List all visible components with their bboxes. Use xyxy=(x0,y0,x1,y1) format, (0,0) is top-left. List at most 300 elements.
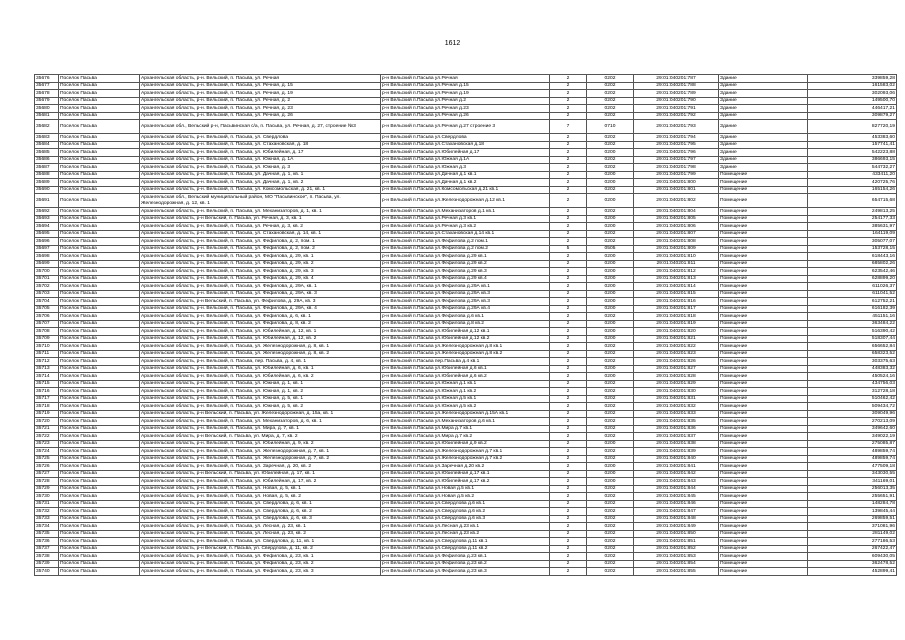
function-code-cell: 0202 xyxy=(587,448,634,456)
table-row xyxy=(35,358,897,366)
table-row xyxy=(35,245,897,253)
settlement-name-cell: Поселок Пасьва xyxy=(59,343,140,351)
row-id-cell: 35738 xyxy=(35,553,59,561)
cadastral-number-cell: 29:01:040201:795 xyxy=(634,141,719,149)
table-row xyxy=(35,215,897,223)
settlement-name-cell: Поселок Пасьва xyxy=(59,403,140,411)
object-type-cell: Помещение xyxy=(719,530,808,538)
settlement-name-cell: Поселок Пасьва xyxy=(59,156,140,164)
table-row xyxy=(35,373,897,381)
address-cell: Архангельская область, р-н. Вельский, п. Пасьва, ул. Фефилова, д. 2, пом. 1 xyxy=(140,238,381,246)
function-code-cell: 0200 xyxy=(587,335,634,343)
row-id-cell: 35721 xyxy=(35,425,59,433)
cadastral-value-cell: 542223,88 xyxy=(808,149,897,157)
row-id-cell: 35685 xyxy=(35,149,59,157)
table-row xyxy=(35,186,897,194)
cadastral-value-cell: 544732,27 xyxy=(808,164,897,172)
row-id-cell: 35690 xyxy=(35,186,59,194)
row-id-cell: 35723 xyxy=(35,440,59,448)
group-number-cell: 2 xyxy=(550,365,587,373)
location-cell: р-н Вельский п.Пасьва ул.Речная д.23 xyxy=(381,105,550,113)
cadastral-value-cell: 448383,32 xyxy=(808,365,897,373)
table-row xyxy=(35,238,897,246)
cadastral-number-cell: 29:01:040201:854 xyxy=(634,560,719,568)
function-code-cell: 0200 xyxy=(587,268,634,276)
row-id-cell: 35704 xyxy=(35,298,59,306)
function-code-cell: 0202 xyxy=(587,112,634,120)
row-id-cell: 35715 xyxy=(35,380,59,388)
cadastral-number-cell: 29:01:040201:839 xyxy=(634,448,719,456)
cadastral-number-cell: 29:01:040201:802 xyxy=(634,194,719,208)
table-row xyxy=(35,425,897,433)
group-number-cell: 2 xyxy=(550,156,587,164)
table-row xyxy=(35,418,897,426)
address-cell: Архангельская область, р-н. Вельский, п. Пасьва, ул. Фефилова, д. 29А, кв. 1 xyxy=(140,283,381,291)
group-number-cell: 2 xyxy=(550,305,587,313)
object-type-cell: Помещение xyxy=(719,343,808,351)
settlement-name-cell: Поселок Пасьва xyxy=(59,82,140,90)
address-cell: Архангельская область, р-н. Вельский, п. Пасьва, ул. Южная, д. 5, кв. 1 xyxy=(140,395,381,403)
object-type-cell: Помещение xyxy=(719,230,808,238)
cadastral-number-cell: 29:01:040201:810 xyxy=(634,253,719,261)
function-code-cell: 0202 xyxy=(587,156,634,164)
table-row xyxy=(35,433,897,441)
location-cell: р-н Вельский п.Пасьва ул.Фефилова д.2 пом.1 xyxy=(381,238,550,246)
group-number-cell: 2 xyxy=(550,545,587,553)
cadastral-number-cell: 29:01:040201:831 xyxy=(634,395,719,403)
function-code-cell: 0202 xyxy=(587,90,634,98)
row-id-cell: 35689 xyxy=(35,179,59,187)
cadastral-number-cell: 29:01:040201:853 xyxy=(634,553,719,561)
address-cell: Архангельская область, р-н. Вельский, п. Пасьва, ул. Речная, д. 15 xyxy=(140,82,381,90)
cadastral-value-cell: 303375,63 xyxy=(808,358,897,366)
function-code-cell: 0200 xyxy=(587,290,634,298)
group-number-cell: 2 xyxy=(550,358,587,366)
row-id-cell: 35696 xyxy=(35,238,59,246)
row-id-cell: 35727 xyxy=(35,470,59,478)
function-code-cell: 0202 xyxy=(587,425,634,433)
group-number-cell: 7 xyxy=(550,120,587,134)
address-cell: Архангельская область, р-н. Вельский, п. Пасьва, ул. Механизаторов, д. 6, кв. 1 xyxy=(140,418,381,426)
row-id-cell: 35678 xyxy=(35,90,59,98)
cadastral-value-cell: 386693,15 xyxy=(808,156,897,164)
object-type-cell: Помещение xyxy=(719,223,808,231)
function-code-cell: 0200 xyxy=(587,215,634,223)
cadastral-value-cell: 656652,84 xyxy=(808,343,897,351)
location-cell: р-н Вельский п.Пасьва ул.Речная д.19 xyxy=(381,90,550,98)
table-row xyxy=(35,350,897,358)
address-cell: Архангельская область, р-н. Вельский, п. Пасьва, ул. Речная xyxy=(140,75,381,83)
location-cell: р-н Вельский п.Пасьва ул.Железнодорожная д.7 кв.2 xyxy=(381,455,550,463)
object-type-cell: Помещение xyxy=(719,335,808,343)
settlement-name-cell: Поселок Пасьва xyxy=(59,545,140,553)
address-cell: Архангельская область, р-н. Вельский, п. Пасьва, ул. Южная, д. 3 xyxy=(140,164,381,172)
cadastral-value-cell: 477509,18 xyxy=(808,463,897,471)
function-code-cell: 0202 xyxy=(587,568,634,576)
location-cell: р-н Вельский п.Пасьва ул.Железнодорожная д.15А кв.1 xyxy=(381,410,550,418)
function-code-cell: 0200 xyxy=(587,194,634,208)
row-id-cell: 35693 xyxy=(35,215,59,223)
settlement-name-cell: Поселок Пасьва xyxy=(59,164,140,172)
function-code-cell: 0200 xyxy=(587,305,634,313)
table-row xyxy=(35,268,897,276)
function-code-cell: 0200 xyxy=(587,320,634,328)
cadastral-value-cell: 161583,02 xyxy=(808,82,897,90)
cadastral-number-cell: 29:01:040201:820 xyxy=(634,328,719,336)
function-code-cell: 0200 xyxy=(587,470,634,478)
location-cell: р-н Вельский п.Пасьва ул.Юбилейная д.6 кв.1 xyxy=(381,365,550,373)
cadastral-number-cell: 29:01:040201:794 xyxy=(634,134,719,142)
function-code-cell: 0200 xyxy=(587,328,634,336)
cadastral-number-cell: 29:01:040201:804 xyxy=(634,208,719,216)
cadastral-number-cell: 29:01:040201:832 xyxy=(634,403,719,411)
settlement-name-cell: Поселок Пасьва xyxy=(59,448,140,456)
location-cell: р-н Вельский п.Пасьва ул.Свердлова xyxy=(381,134,550,142)
table-row xyxy=(35,230,897,238)
function-code-cell: 0202 xyxy=(587,455,634,463)
address-cell: Архангельская область, р-н. Вельский, п. Пасьва, ул. Речная, д. 2 xyxy=(140,97,381,105)
object-type-cell: Помещение xyxy=(719,283,808,291)
function-code-cell: 0202 xyxy=(587,388,634,396)
function-code-cell: 0200 xyxy=(587,179,634,187)
group-number-cell: 2 xyxy=(550,112,587,120)
address-cell: Архангельская область, р-н. Вельский, п. Пасьва, ул. Железнодорожная, д. 7, кв. 1 xyxy=(140,448,381,456)
object-type-cell: Помещение xyxy=(719,410,808,418)
row-id-cell: 35679 xyxy=(35,97,59,105)
group-number-cell: 2 xyxy=(550,335,587,343)
cadastral-value-cell: 281149,02 xyxy=(808,530,897,538)
group-number-cell: 2 xyxy=(550,290,587,298)
object-type-cell: Помещение xyxy=(719,515,808,523)
row-id-cell: 35700 xyxy=(35,268,59,276)
object-type-cell: Помещение xyxy=(719,208,808,216)
cadastral-number-cell: 29:01:040201:817 xyxy=(634,305,719,313)
table-row xyxy=(35,149,897,157)
object-type-cell: Помещение xyxy=(719,448,808,456)
table-row xyxy=(35,320,897,328)
function-code-cell: 0202 xyxy=(587,358,634,366)
cadastral-number-cell: 29:01:040201:841 xyxy=(634,463,719,471)
object-type-cell: Помещение xyxy=(719,171,808,179)
address-cell: Архангельская область, р-н. Вельский, п. Пасьва, ул. Новая, д. 5, кв. 2 xyxy=(140,493,381,501)
cadastral-number-cell: 29:01:040201:837 xyxy=(634,433,719,441)
cadastral-number-cell: 29:01:040201:797 xyxy=(634,156,719,164)
group-number-cell: 2 xyxy=(550,313,587,321)
settlement-name-cell: Поселок Пасьва xyxy=(59,75,140,83)
cadastral-value-cell: 363484,22 xyxy=(808,320,897,328)
cadastral-number-cell: 29:01:040201:793 xyxy=(634,120,719,134)
row-id-cell: 35688 xyxy=(35,171,59,179)
row-id-cell: 35737 xyxy=(35,545,59,553)
row-id-cell: 35739 xyxy=(35,560,59,568)
location-cell: р-н Вельский п.Пасьва ул.Речная д.27 строение 3 xyxy=(381,120,550,134)
address-cell: Архангельская область, р-н. Вельский, п. Пасьва, ул. Дачная, д. 1, кв. 2 xyxy=(140,179,381,187)
settlement-name-cell: Поселок Пасьва xyxy=(59,433,140,441)
object-type-cell: Помещение xyxy=(719,470,808,478)
address-cell: Архангельская область, р-н. Вельский, п. Пасьва, ул. Южная, д. 1А xyxy=(140,156,381,164)
object-type-cell: Помещение xyxy=(719,194,808,208)
settlement-name-cell: Поселок Пасьва xyxy=(59,515,140,523)
settlement-name-cell: Поселок Пасьва xyxy=(59,530,140,538)
function-code-cell: 0200 xyxy=(587,463,634,471)
address-cell: Архангельская область, р-н. Вельский, п. Пасьва, ул. Свердлова, д. 11, кв. 1 xyxy=(140,538,381,546)
address-cell: Архангельская область, р-н. Вельский, п. Пасьва, ул. Юбилейная, д. 17 xyxy=(140,149,381,157)
address-cell: Архангельская область, р-н. Вельский, п. Пасьва, ул. Речная, д. 26 xyxy=(140,112,381,120)
cadastral-value-cell: 434756,03 xyxy=(808,380,897,388)
table-row xyxy=(35,105,897,113)
settlement-name-cell: Поселок Пасьва xyxy=(59,493,140,501)
cadastral-number-cell: 29:01:040201:801 xyxy=(634,186,719,194)
location-cell: р-н Вельский п.Пасьва ул.Железнодорожная д.8 кв.1 xyxy=(381,343,550,351)
object-type-cell: Помещение xyxy=(719,268,808,276)
group-number-cell: 2 xyxy=(550,283,587,291)
object-type-cell: Помещение xyxy=(719,568,808,576)
cadastral-number-cell: 29:01:040201:791 xyxy=(634,105,719,113)
location-cell: р-н Вельский п.Пасьва ул.Юбилейная д.17 кв.1 xyxy=(381,470,550,478)
cadastral-number-cell: 29:01:040201:830 xyxy=(634,388,719,396)
cadastral-number-cell: 29:01:040201:789 xyxy=(634,90,719,98)
address-cell: Архангельская область, р-н. Вельский, п. Пасьва, ул. Юбилейная, д. 17, кв. 2 xyxy=(140,478,381,486)
cadastral-number-cell: 29:01:040201:792 xyxy=(634,112,719,120)
function-code-cell: 0202 xyxy=(587,82,634,90)
settlement-name-cell: Поселок Пасьва xyxy=(59,223,140,231)
cadastral-value-cell: 827720,19 xyxy=(808,120,897,134)
group-number-cell: 2 xyxy=(550,523,587,531)
row-id-cell: 35698 xyxy=(35,253,59,261)
location-cell: р-н Вельский п.Пасьва ул.Свердлова д.6 кв.2 xyxy=(381,508,550,516)
object-type-cell: Помещение xyxy=(719,538,808,546)
row-id-cell: 35695 xyxy=(35,230,59,238)
settlement-name-cell: Поселок Пасьва xyxy=(59,290,140,298)
cadastral-number-cell: 29:01:040201:800 xyxy=(634,179,719,187)
cadastral-value-cell: 420725,76 xyxy=(808,179,897,187)
cadastral-value-cell: 509434,72 xyxy=(808,403,897,411)
settlement-name-cell: Поселок Пасьва xyxy=(59,365,140,373)
cadastral-number-cell: 29:01:040201:847 xyxy=(634,508,719,516)
group-number-cell: 2 xyxy=(550,260,587,268)
function-code-cell: 0202 xyxy=(587,238,634,246)
table-row xyxy=(35,530,897,538)
row-id-cell: 35706 xyxy=(35,313,59,321)
table-row xyxy=(35,97,897,105)
settlement-name-cell: Поселок Пасьва xyxy=(59,90,140,98)
settlement-name-cell: Поселок Пасьва xyxy=(59,523,140,531)
row-id-cell: 35729 xyxy=(35,485,59,493)
cadastral-value-cell: 611026,37 xyxy=(808,283,897,291)
function-code-cell: 0202 xyxy=(587,553,634,561)
function-code-cell: 0202 xyxy=(587,523,634,531)
cadastral-value-cell: 349022,19 xyxy=(808,433,897,441)
address-cell: Архангельская область, р-н. Вельский, п. Пасьва, ул. Фефилова, д. 23, кв. 1 xyxy=(140,553,381,561)
group-number-cell: 2 xyxy=(550,538,587,546)
location-cell: р-н Вельский п.Пасьва ул.Новая д.5 кв.1 xyxy=(381,485,550,493)
cadastral-value-cell: 165154,26 xyxy=(808,186,897,194)
row-id-cell: 35722 xyxy=(35,433,59,441)
cadastral-number-cell: 29:01:040201:827 xyxy=(634,365,719,373)
location-cell: р-н Вельский п.Пасьва ул.Юбилейная д.17 кв.2 xyxy=(381,478,550,486)
location-cell: р-н Вельский п.Пасьва ул.Дачная д.1 кв.2 xyxy=(381,179,550,187)
location-cell: р-н Вельский п.Пасьва ул.Фефилова д.29А кв.1 xyxy=(381,283,550,291)
location-cell: р-н Вельский п.Пасьва ул.Речная д.15 xyxy=(381,82,550,90)
address-cell: Архангельская область, р-н. Вельский, п. Пасьва, ул. Фефилова, д. 29, кв. 2 xyxy=(140,260,381,268)
object-type-cell: Помещение xyxy=(719,350,808,358)
table-row xyxy=(35,290,897,298)
location-cell: р-н Вельский п.Пасьва пер.Пасьва д.4 кв.1 xyxy=(381,358,550,366)
table-row xyxy=(35,440,897,448)
cadastral-value-cell: 255651,91 xyxy=(808,493,897,501)
settlement-name-cell: Поселок Пасьва xyxy=(59,373,140,381)
function-code-cell: 0202 xyxy=(587,141,634,149)
settlement-name-cell: Поселок Пасьва xyxy=(59,455,140,463)
cadastral-value-cell: 489859,74 xyxy=(808,455,897,463)
group-number-cell: 2 xyxy=(550,418,587,426)
function-code-cell: 0200 xyxy=(587,171,634,179)
location-cell: р-н Вельский п.Пасьва ул.Фефилова д.29 кв.4 xyxy=(381,275,550,283)
function-code-cell: 0202 xyxy=(587,500,634,508)
settlement-name-cell: Поселок Пасьва xyxy=(59,380,140,388)
function-code-cell: 0200 xyxy=(587,478,634,486)
cadastral-value-cell: 164119,09 xyxy=(808,230,897,238)
function-code-cell: 0202 xyxy=(587,560,634,568)
function-code-cell: 0202 xyxy=(587,208,634,216)
location-cell: р-н Вельский п.Пасьва ул.Южная д.5 кв.2 xyxy=(381,403,550,411)
group-number-cell: 2 xyxy=(550,515,587,523)
function-code-cell: 0202 xyxy=(587,530,634,538)
object-type-cell: Помещение xyxy=(719,553,808,561)
table-row xyxy=(35,112,897,120)
address-cell: Архангельская область, р-н Вельский, п. Пасьва, ул. Железнодорожная, д. 15а, кв. 1 xyxy=(140,410,381,418)
location-cell: р-н Вельский п.Пасьва ул.Фефилова д.23 кв.1 xyxy=(381,553,550,561)
table-row xyxy=(35,171,897,179)
row-id-cell: 35711 xyxy=(35,350,59,358)
group-number-cell: 2 xyxy=(550,186,587,194)
address-cell: Архангельская область, р-н. Вельский, п. Пасьва, ул. Южная, д. 5, кв. 2 xyxy=(140,403,381,411)
cadastral-value-cell: 305077,07 xyxy=(808,238,897,246)
object-type-cell: Помещение xyxy=(719,440,808,448)
row-id-cell: 35691 xyxy=(35,194,59,208)
object-type-cell: Помещение xyxy=(719,328,808,336)
address-cell: Архангельская область, р-н. Вельский, п. Пасьва, ул. Речная, д. 19 xyxy=(140,90,381,98)
cadastral-value-cell: 451151,16 xyxy=(808,313,897,321)
location-cell: р-н Вельский п.Пасьва ул.Юбилейная д.17 xyxy=(381,149,550,157)
location-cell: р-н Вельский п.Пасьва ул.Речная д.3 кв.1 xyxy=(381,215,550,223)
group-number-cell: 2 xyxy=(550,90,587,98)
cadastral-value-cell: 341169,01 xyxy=(808,478,897,486)
address-cell: Архангельская область, р-н Вельский, п. Пасьва, ул. Речная, д. 3, кв. 1 xyxy=(140,215,381,223)
group-number-cell: 2 xyxy=(550,275,587,283)
address-cell: Архангельская область, р-н Вельский, п. Пасьва, ул. Свердлова, д. 11, кв. 2 xyxy=(140,545,381,553)
function-code-cell: 0200 xyxy=(587,283,634,291)
row-id-cell: 35683 xyxy=(35,134,59,142)
row-id-cell: 35692 xyxy=(35,208,59,216)
location-cell: р-н Вельский п.Пасьва ул.Юбилейная д.12 кв.1 xyxy=(381,328,550,336)
group-number-cell: 2 xyxy=(550,478,587,486)
table-row xyxy=(35,553,897,561)
location-cell: р-н Вельский п.Пасьва ул.Мира д.7 кв.1 xyxy=(381,425,550,433)
group-number-cell: 2 xyxy=(550,560,587,568)
location-cell: р-н Вельский п.Пасьва ул.Фефилова д.29 кв.3 xyxy=(381,268,550,276)
row-id-cell: 35719 xyxy=(35,410,59,418)
row-id-cell: 35731 xyxy=(35,500,59,508)
object-type-cell: Помещение xyxy=(719,275,808,283)
group-number-cell: 2 xyxy=(550,298,587,306)
object-type-cell: Помещение xyxy=(719,313,808,321)
settlement-name-cell: Поселок Пасьва xyxy=(59,112,140,120)
cadastral-number-cell: 29:01:040201:822 xyxy=(634,343,719,351)
group-number-cell: 2 xyxy=(550,350,587,358)
cadastral-value-cell: 654715,68 xyxy=(808,194,897,208)
settlement-name-cell: Поселок Пасьва xyxy=(59,395,140,403)
object-type-cell: Помещение xyxy=(719,433,808,441)
cadastral-number-cell: 29:01:040201:833 xyxy=(634,410,719,418)
address-cell: Архангельская область, р-н Вельский, п. Пасьва, ул. Фефилова, д. 29А, кв. 3 xyxy=(140,298,381,306)
cadastral-number-cell: 29:01:040201:850 xyxy=(634,530,719,538)
group-number-cell: 2 xyxy=(550,320,587,328)
row-id-cell: 35732 xyxy=(35,508,59,516)
group-number-cell: 2 xyxy=(550,141,587,149)
function-code-cell: 0200 xyxy=(587,440,634,448)
row-id-cell: 35724 xyxy=(35,448,59,456)
address-cell: Архангельская область, р-н. Вельский, п. Пасьва, ул. Железнодорожная, д. 8, кв. 1 xyxy=(140,343,381,351)
object-type-cell: Помещение xyxy=(719,478,808,486)
table-row xyxy=(35,260,897,268)
group-number-cell: 2 xyxy=(550,105,587,113)
address-cell: Архангельская область, р-н. Вельский, п. Пасьва, ул. Фефилова, д. 29, кв. 3 xyxy=(140,268,381,276)
group-number-cell: 2 xyxy=(550,508,587,516)
group-number-cell: 2 xyxy=(550,171,587,179)
table-row xyxy=(35,388,897,396)
function-code-cell: 0202 xyxy=(587,545,634,553)
function-code-cell: 0202 xyxy=(587,186,634,194)
function-code-cell: 0200 xyxy=(587,298,634,306)
row-id-cell: 35684 xyxy=(35,141,59,149)
cadastral-value-cell: 256013,35 xyxy=(808,485,897,493)
table-row xyxy=(35,141,897,149)
object-type-cell: Помещение xyxy=(719,186,808,194)
location-cell: р-н Вельский п.Пасьва ул.Речная д.3 кв.2 xyxy=(381,223,550,231)
cadastral-value-cell: 618443,16 xyxy=(808,253,897,261)
row-id-cell: 35714 xyxy=(35,373,59,381)
function-code-cell: 0202 xyxy=(587,493,634,501)
cadastral-number-cell: 29:01:040201:812 xyxy=(634,268,719,276)
settlement-name-cell: Поселок Пасьва xyxy=(59,485,140,493)
function-code-cell: 0202 xyxy=(587,433,634,441)
object-type-cell: Помещение xyxy=(719,215,808,223)
address-cell: Архангельская область, р-н Вельский, п. Пасьва, ул. Юбилейная, д. 17, кв. 1 xyxy=(140,470,381,478)
cadastral-value-cell: 148284,78 xyxy=(808,500,897,508)
row-id-cell: 35713 xyxy=(35,365,59,373)
cadastral-value-cell: 267422,47 xyxy=(808,545,897,553)
settlement-name-cell: Поселок Пасьва xyxy=(59,425,140,433)
table-row xyxy=(35,120,897,134)
object-type-cell: Помещение xyxy=(719,560,808,568)
settlement-name-cell: Поселок Пасьва xyxy=(59,194,140,208)
row-id-cell: 35681 xyxy=(35,112,59,120)
location-cell: р-н Вельский п.Пасьва ул.Механизаторов д.1 кв.1 xyxy=(381,208,550,216)
cadastral-value-cell: 385631,97 xyxy=(808,223,897,231)
row-id-cell: 35702 xyxy=(35,283,59,291)
cadastral-number-cell: 29:01:040201:828 xyxy=(634,373,719,381)
address-cell: Архангельская область, р-н Вельский, п. Пасьва, ул. Мира, д. 7, кв. 2 xyxy=(140,433,381,441)
row-id-cell: 35720 xyxy=(35,418,59,426)
object-type-cell: Помещение xyxy=(719,298,808,306)
table-row xyxy=(35,448,897,456)
address-cell: Архангельская область, р-н. Вельский, п. Пасьва, ул. Фефилова, д. 29, кв. 4 xyxy=(140,275,381,283)
row-id-cell: 35736 xyxy=(35,538,59,546)
location-cell: р-н Вельский п.Пасьва ул.Железнодорожная д.8 кв.2 xyxy=(381,350,550,358)
group-number-cell: 2 xyxy=(550,530,587,538)
group-number-cell: 2 xyxy=(550,568,587,576)
